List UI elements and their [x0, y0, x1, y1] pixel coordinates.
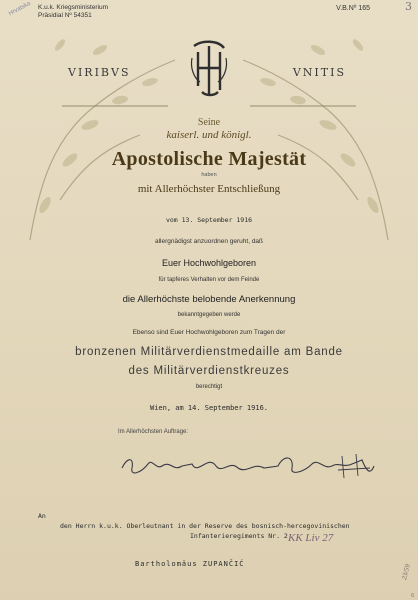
address-line-1: den Herrn k.u.k. Oberleutnant in der Reserve des bosnisch-hercegovinischen [60, 522, 350, 530]
award-medal-line-2: des Militärverdienstkreuzes [128, 365, 290, 377]
text-haben: haben [201, 172, 217, 178]
recipient-name: Bartholomäus ZUPANČIĆ [135, 560, 245, 568]
archive-watermark: Hrvatska [7, 0, 32, 18]
decree-date: vom 13. September 1916 [165, 216, 253, 224]
award-anerkennung: die Allerhöchste belobende Anerkennung [122, 294, 296, 305]
text-ebenso: Ebenso sind Euer Hochwohlgeboren zum Tragen der [132, 329, 286, 336]
text-verhalten: für tapferes Verhalten vor dem Feinde [158, 277, 260, 283]
motto-right: VNITIS [292, 66, 346, 79]
handwritten-signature [118, 446, 378, 482]
text-entschliessung: mit Allerhöchster Entschließung [137, 183, 281, 195]
document-number: V.B.Nº 165 [336, 5, 370, 12]
address-an: An [38, 512, 46, 520]
imperial-monogram-emblem [188, 38, 230, 98]
handwritten-archive-note: KK Liv 27 [288, 532, 334, 544]
text-auftrag: Im Allerhöchsten Auftrage: [118, 429, 189, 435]
corner-number: 6 [411, 593, 414, 599]
place-date: Wien, am 14. September 1916. [150, 404, 269, 412]
text-kaiserl-koenigl: kaiserl. und königl. [166, 129, 252, 141]
ministry-line-1: K.u.k. Kriegsministerium [38, 4, 109, 11]
recipient-address-1: Euer Hochwohlgeboren [161, 258, 257, 268]
corner-handwritten-note: 23/59 [400, 563, 412, 581]
title-apostolische-majestaet: Apostolische Majestät [111, 148, 307, 170]
ministry-line-2: Präsidial Nº 54351 [38, 12, 92, 19]
corner-mark: 3 [405, 0, 412, 13]
text-geruht: allergnädigst anzuordnen geruht, daß [154, 238, 264, 245]
motto-left: VIRIBVS [68, 66, 131, 79]
text-bekanntgegeben: bekanntgegeben werde [177, 312, 241, 318]
text-seine: Seine [197, 117, 221, 128]
address-line-2: Infanterieregiments Nr. 2 [190, 532, 288, 540]
award-medal-line-1: bronzenen Militärverdienstmedaille am Bande [75, 346, 343, 358]
text-berechtigt: berechtigt [195, 384, 223, 390]
